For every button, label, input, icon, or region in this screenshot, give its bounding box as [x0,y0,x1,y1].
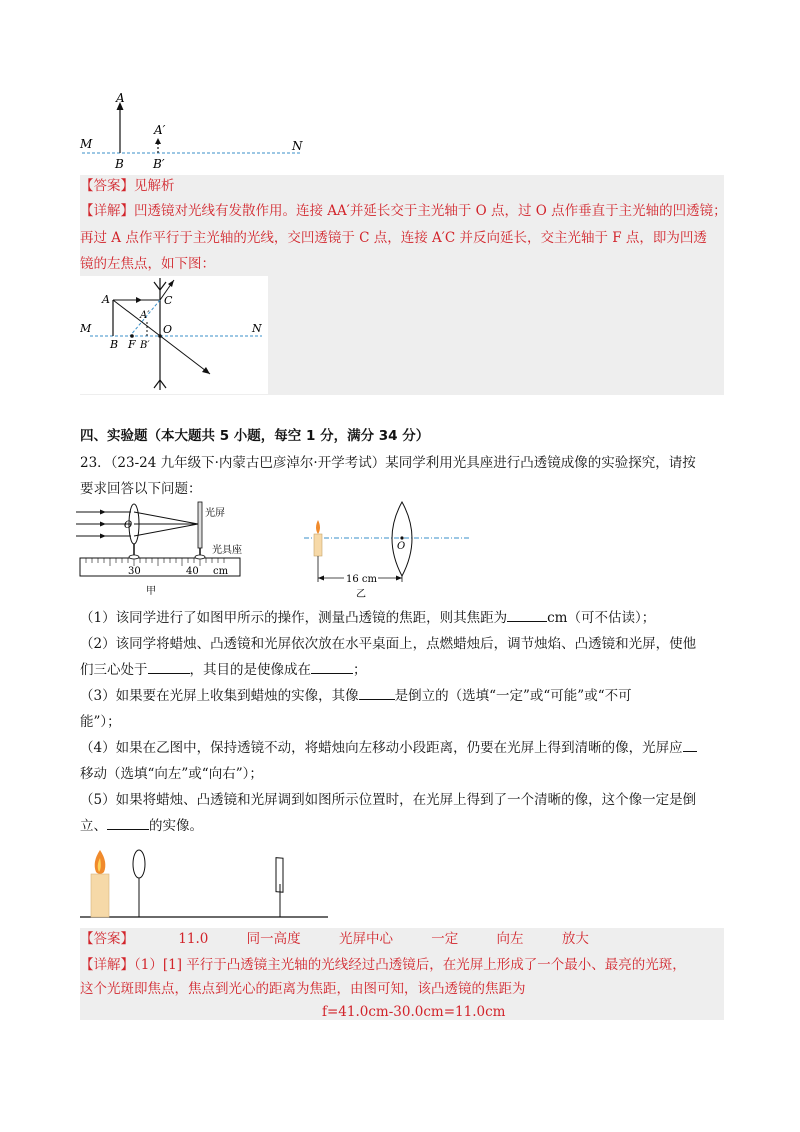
detail-formula: f=41.0cm-30.0cm=11.0cm [322,1004,506,1020]
question-2: （2）该同学将蜡烛、凸透镜和光屏依次放在水平桌面上，点燃蜡烛后，调节烛焰、凸透镜和光屏，使他 [80,636,697,652]
question-3-cont: 能”）； [80,714,121,730]
label-A-prime: A′ [140,310,150,321]
label-M: M [80,137,93,151]
label-N: N [252,322,262,335]
detail-line: 【详解】（1）[1] 平行于凸透镜主光轴的光线经过凸透镜后，在光屏上形成了一个最小、最亮的光斑， [80,957,686,973]
label-screen: 光屏 [205,508,225,519]
answer-blank[interactable] [359,685,395,700]
label-O: O [163,323,173,336]
detail-tag: 【详解】 [80,203,134,219]
label-B: B [115,157,124,171]
figure-object-image [70,92,320,172]
caption-yi: 乙 [356,589,366,600]
answer-value: 一定 [431,931,459,947]
detail-line [80,200,727,222]
detail-line: 镜的左焦点，如下图： [80,256,215,272]
answer-value: 向左 [496,931,524,947]
label-B-prime: B′ [153,157,165,171]
label-F: F [128,338,136,351]
answer-value: 同一高度 [246,931,301,947]
caption-jia: 甲 [146,586,156,597]
answer-text: 见解析 [134,178,175,194]
figure-jia-optical-bench [76,500,246,600]
label-A: A [102,293,110,306]
answer-blank[interactable] [683,737,697,752]
label-distance: 16 cm [346,574,377,585]
label-C: C [164,294,173,307]
label-B-prime: B′ [140,340,150,351]
question-stem: 要求回答以下问题： [80,481,202,497]
section-title: 四、实验题（本大题共 5 小题，每空 1 分，满分 34 分） [80,428,430,444]
label-O: O [397,541,406,552]
figure-yi-candle-lens [300,498,480,600]
question-1: （1）该同学进行了如图甲所示的操作，测量凸透镜的焦距，则其焦距为 cm（可不估读）； [80,607,655,629]
detail-line: 这个光斑即焦点，焦点到光心的距离为焦距，由图可知，该凸透镜的焦距为 [80,981,526,997]
figure-concave-lens-solution [80,276,268,394]
question-4-cont: 移动（选填“向左”或“向右”）； [80,766,263,782]
question-2-cont: 们三心处于 ，其目的是使像成在 ； [80,659,367,681]
answer-value: 放大 [561,931,589,947]
question-4: （4）如果在乙图中，保持透镜不动，将蜡烛向左移动小段距离，仍要在光屏上得到清晰的像，光屏应 [80,737,697,759]
question-stem: 23．（23-24 九年级下·内蒙古巴彦淖尔·开学考试）某同学利用光具座进行凸透镜成像的实验探究，请按 [80,455,696,471]
detail-line: 再过 A 点作平行于主光轴的光线，交凹透镜于 C 点，连接 A′C 并反向延长，交主光轴于 F 点，即为凹透 [80,230,707,246]
answer-block-1 [80,175,724,197]
answer-blank[interactable] [311,659,353,674]
label-A-prime: A′ [154,123,166,137]
label-M: M [80,322,92,335]
answer-line: 【答案】 11.0 同一高度 光屏中心 一定 向左 放大 [80,931,589,947]
answer-blank[interactable] [107,815,149,830]
question-5: （5）如果将蜡烛、凸透镜和光屏调到如图所示位置时，在光屏上得到了一个清晰的像，这个像一定是倒 [80,792,697,808]
question-5-cont: 立、 的实像。 [80,815,203,837]
answer-blank[interactable] [148,659,190,674]
question-3: （3）如果要在光屏上收集到蜡烛的实像，其像 是倒立的（选填“一定”或“可能”或“不可 [80,685,632,707]
label-A: A [116,92,125,105]
detail-text: 凹透镜对光线有发散作用。连接 AA′并延长交于主光轴于 O 点，过 O 点作垂直于主光轴的凹透镜； [134,203,727,219]
answer-tag: 【答案】 [80,178,134,194]
answer-blank[interactable] [507,607,547,622]
answer-value: 光屏中心 [338,931,393,947]
tick-40: 40 [186,566,199,577]
label-N: N [292,139,303,153]
label-B: B [110,338,119,351]
label-bench: 光具座 [212,545,242,556]
tick-30: 30 [128,566,141,577]
label-O: O [124,520,133,531]
answer-value: 11.0 [178,931,209,947]
tick-unit: cm [213,566,229,577]
figure-candle-lens-screen [80,840,330,922]
